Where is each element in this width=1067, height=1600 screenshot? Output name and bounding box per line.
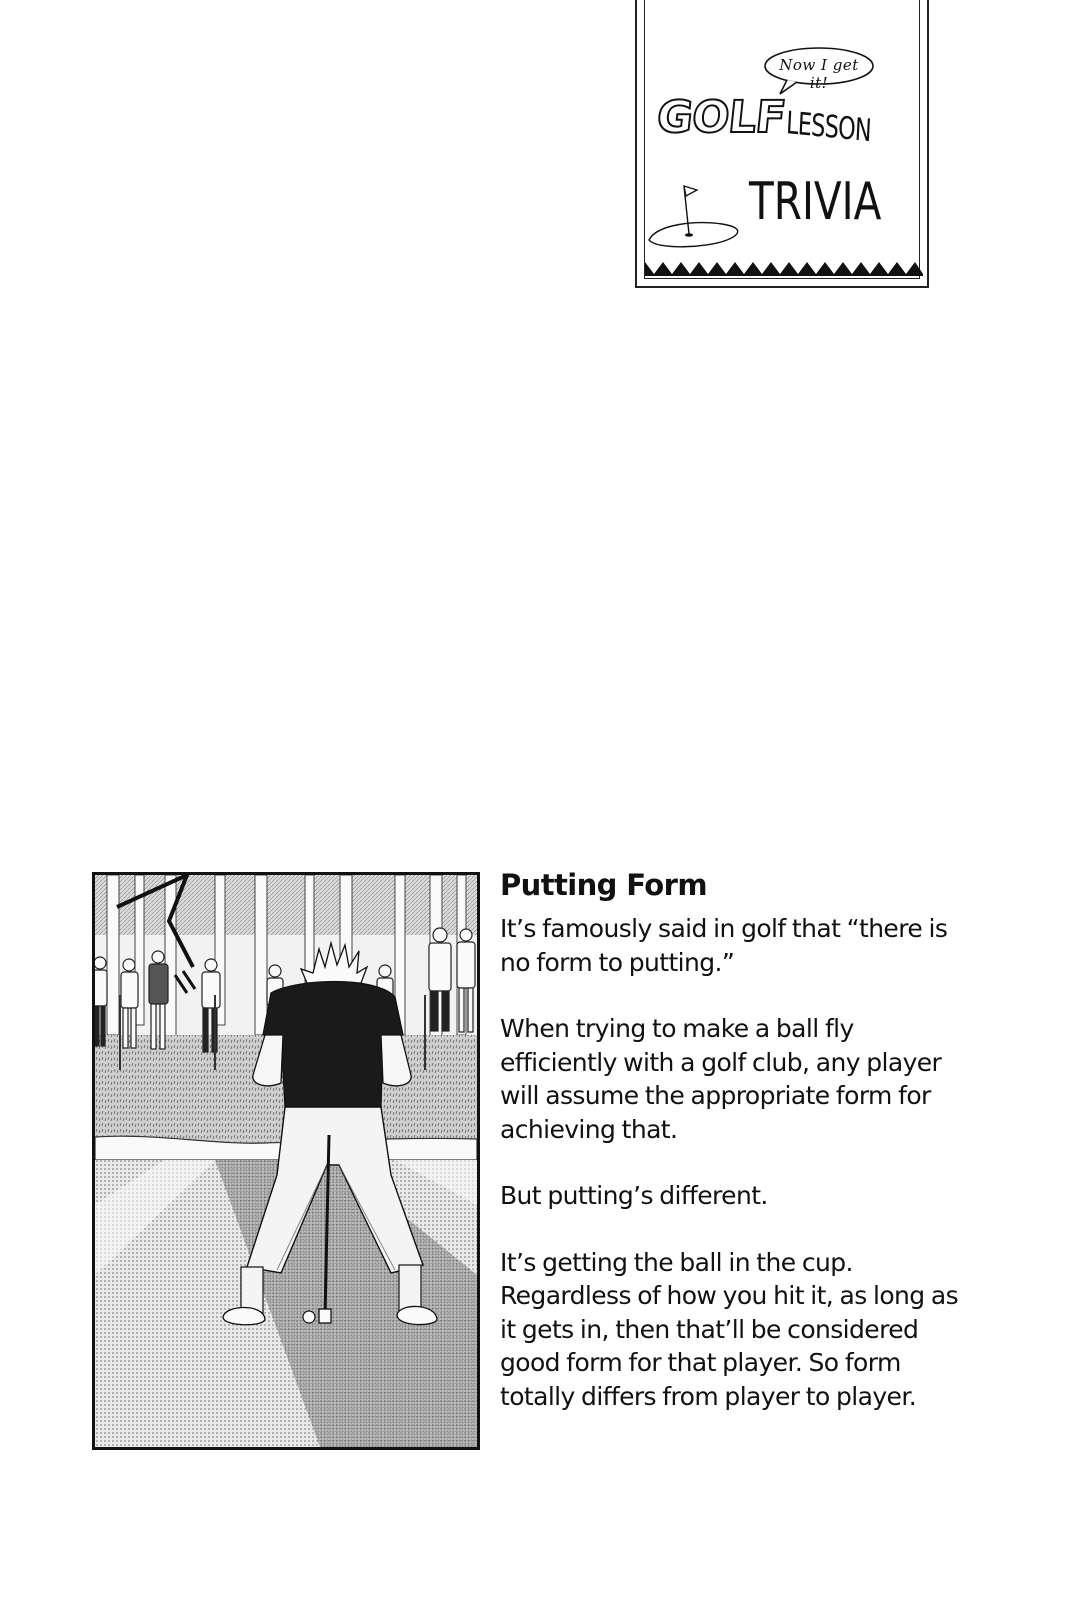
paragraph: It’s famously said in golf that “there is no form to putting.” — [500, 914, 948, 977]
flagpole-icon — [684, 186, 689, 234]
paragraph: When trying to make a ball fly efficiently with a golf club, any player will assume the appropriate form for achieving that. — [500, 1014, 942, 1144]
trivia-text-column — [500, 868, 970, 1446]
golfer-putting-illustration — [95, 875, 477, 1447]
putting-green-icon — [649, 223, 738, 247]
cup-icon — [685, 233, 693, 237]
paragraph: But putting’s different. — [500, 1181, 768, 1210]
flag-icon — [684, 186, 697, 196]
section-heading: Putting Form — [500, 868, 707, 902]
title-box — [635, 0, 929, 288]
speech-bubble-text: Now I get it! — [779, 56, 859, 92]
paragraph: It’s getting the ball in the cup. Regardless of how you hit it, as long as it gets in, then that’ll be considered good form for that player. So form totally differs from player to player. — [500, 1247, 959, 1411]
manga-panel — [92, 872, 480, 1450]
title-art — [637, 0, 931, 290]
title-golf: GOLF — [654, 92, 788, 143]
title-trivia: TRIVIA — [749, 172, 882, 232]
zigzag-band — [645, 262, 923, 276]
spectator — [95, 957, 107, 1046]
title-lesson: LESSON — [785, 105, 872, 150]
